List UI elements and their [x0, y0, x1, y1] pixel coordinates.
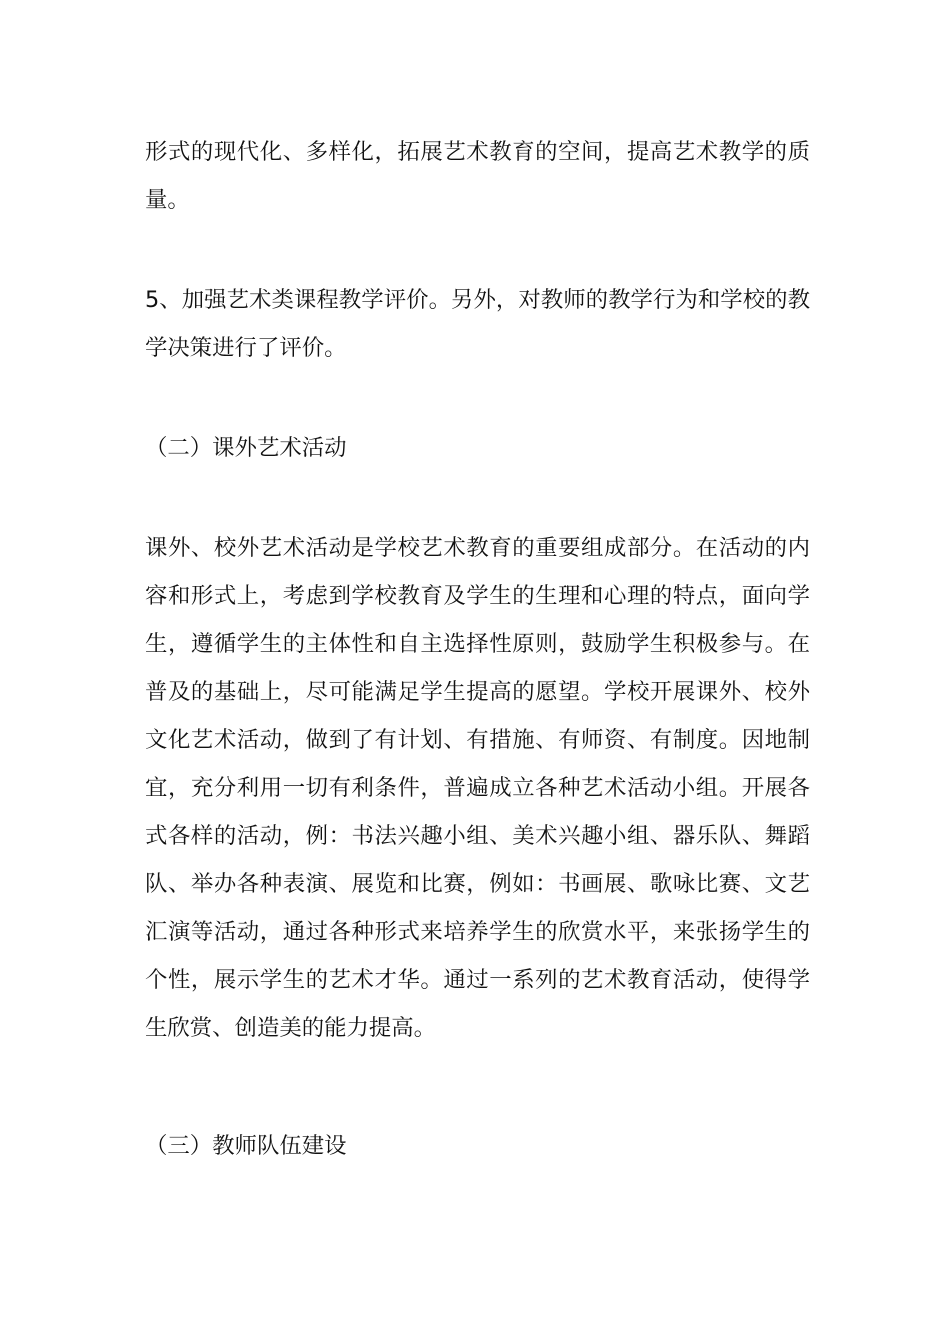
paragraph-line: 生欣赏、创造美的能力提高。	[145, 1015, 437, 1041]
paragraph-line: 形式的现代化、多样化，拓展艺术教育的空间，提高艺术教学的质	[145, 139, 810, 165]
paragraph-line: 宜，充分利用一切有利条件，普遍成立各种艺术活动小组。开展各	[145, 775, 810, 801]
paragraph-line: 队、举办各种表演、展览和比赛，例如：书画展、歌咏比赛、文艺	[145, 871, 810, 897]
paragraph-line: 文化艺术活动，做到了有计划、有措施、有师资、有制度。因地制	[145, 727, 810, 753]
paragraph-course-evaluation	[145, 276, 810, 372]
paragraph-line: 学决策进行了评价。	[145, 335, 347, 361]
paragraph-art-teaching-quality	[145, 128, 810, 224]
paragraph-line: 式各样的活动，例：书法兴趣小组、美术兴趣小组、器乐队、舞蹈	[145, 823, 810, 849]
paragraph-line: 汇演等活动，通过各种形式来培养学生的欣赏水平，来张扬学生的	[145, 919, 810, 945]
paragraph-extracurricular-activities	[145, 524, 810, 1052]
paragraph-line: 普及的基础上，尽可能满足学生提高的愿望。学校开展课外、校外	[145, 679, 810, 705]
section-heading-extracurricular-art: （二）课外艺术活动	[145, 435, 347, 461]
paragraph-line: 5、加强艺术类课程教学评价。另外，对教师的教学行为和学校的教	[145, 287, 810, 313]
paragraph-line: 生，遵循学生的主体性和自主选择性原则，鼓励学生积极参与。在	[145, 631, 810, 657]
paragraph-line: 课外、校外艺术活动是学校艺术教育的重要组成部分。在活动的内	[145, 535, 810, 561]
paragraph-line: 个性，展示学生的艺术才华。通过一系列的艺术教育活动，使得学	[145, 967, 810, 993]
paragraph-line: 量。	[145, 187, 190, 213]
paragraph-line: 容和形式上，考虑到学校教育及学生的生理和心理的特点，面向学	[145, 583, 810, 609]
section-heading-teacher-team: （三）教师队伍建设	[145, 1133, 347, 1159]
